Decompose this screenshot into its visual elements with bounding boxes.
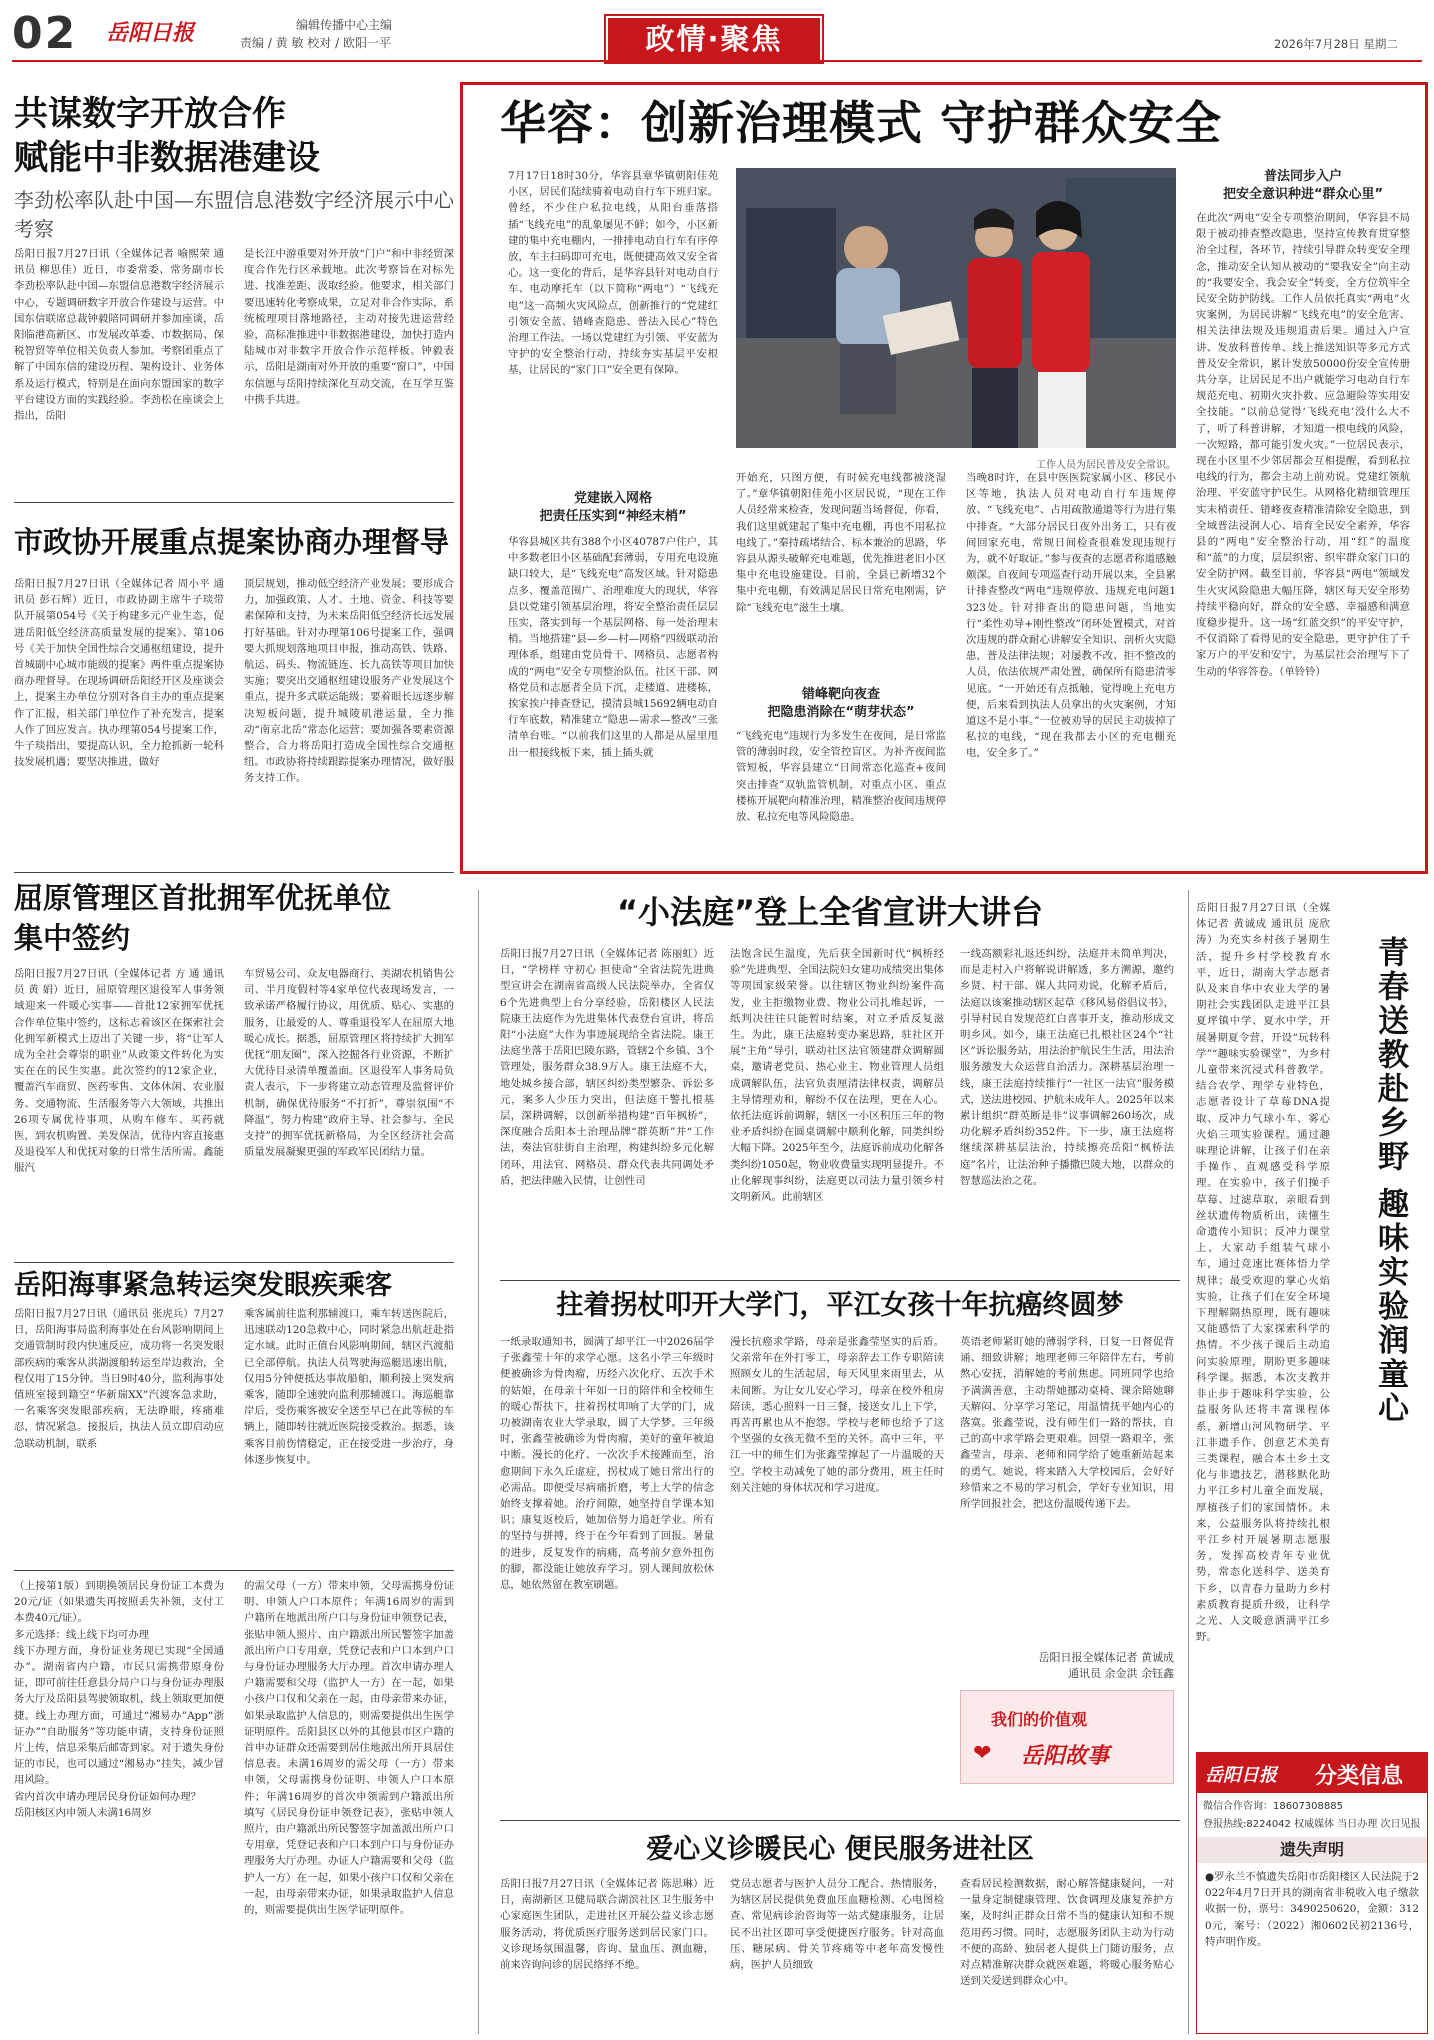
girl-title: 拄着拐杖叩开大学门，平江女孩十年抗癌终圆梦 [556, 1290, 1124, 1321]
science-text: 岳阳日报7月27日讯（全媒体记者 黄诚成 通讯员 庞欣涛）为充实乡村孩子暑期生活，提升乡村学校教育水平，近日，湖南大学志愿者队及来自华中农业大学的暑期社会实践团队走进平江县夏坪镇中学、夏水中学，开展暑期夏令营，开设“玩转科学”“趣味实验课堂”，为乡村儿童带来沉浸式科普教学。结合农学、理学专业特色，志愿者设计了草莓DNA提取、反冲力气球小车、雾心火焰三项实验课程。通过趣味理论讲解，让孩子们在亲手操作、直观感受科学原理。在实验中，孩子们操手草莓、过滤草取，亲眼看到丝状遗传物质析出，读懂生命遗传小知识；反冲力课堂上，大家动手组装气球小车，通过竞速比赛体悟力学规律；最受欢迎的掌心火焰实验，让孩子们在安全环境下理解隔热原理，既有趣味又能感悟了大家探索科学的热情。不少孩子课后主动追问实验原理，期盼更多趣味科学课。据悉，本次支教并非止步于趣味科学实验，公益服务队还将丰富课程体系，新增山河风物研学、平江非遗手作、创意艺术美育三类课程，融合本土乡土文化与非遗技艺，潜移默化助力平江乡村儿童全面发展，厚植孩子们的家国情怀。未来，公益服务队将持续扎根平江乡村开展暑期志愿服务，发挥高校青年专业优势，常态化送科学、送美育下乡，以青春力量助力乡村素质教育提质升级，让科学之光、人文暖意洒满平江乡野。 [1196, 902, 1330, 1644]
girl-col3: 英语老师紧盯她的薄弱学科，日复一日督促背诵、细致讲解；地理老师三年陪伴左右，考前熬心安抚，消解她的考前焦虑。同班同学也给予满满善意，主动帮她挪动桌椅、课余陪她聊天解闷、分享学习笔记，用温情抚平她内心的落寞。张鑫莹说，没有师生们一路的帮扶，自己的高中求学路会更艰难。回望一路艰辛，张鑫莹言，母亲、老师和同学给了她重新站起来的勇气。她说，将来踏入大学校园后，会好好珍惜来之不易的学习机会，学好专业知识，用所学回报社会，把这份温暖传递下去。 [960, 1336, 1174, 1511]
military-title: 屈原管理区首批拥军优抚单位 集中签约 [14, 881, 392, 955]
divider [500, 1820, 1180, 1821]
feature-col2: 开始充，只图方便，有时候充电线都被浇湿了。”章华镇朝阳佳苑小区居民说，“现在工作人员经常来检查，发现问题当场督促，你看，我们这里就建起了集中充电棚，再也不用私拉电线了。”秦持疏堵结合、标本兼治的思路，华容县从源头破解充电难题，优先推进老旧小区集中充电设施建设。目前，全县已新增32个集中充电棚，有效满足居民日常充电刚需，铲除“飞线充电”滋生土壤。 [736, 472, 946, 614]
clinic-col1: 岳阳日报7月27日讯（全媒体记者 陈思琳）近日，南湖新区卫健局联合湖滨社区卫生服务中心家庭医生团队，走进社区开展公益义诊志愿服务活动，将优质医疗服务送到居民家门口。义诊现场氛围温馨，咨询、量血压、测血糖，前来咨询问诊的居民络绎不绝。 [500, 1878, 714, 1972]
feature-title: 华容：创新治理模式 守护群众安全 [500, 96, 1223, 150]
photo-illustration [736, 168, 1176, 448]
header-rule [12, 60, 1422, 62]
proposals-col2: 顶层规划，推动低空经济产业发展；要形成合力，加强政策、人才、土地、资金、科技等要素保障和支持，为未来岳阳低空经济长远发展打好基础。针对办理第106号提案工作，强调要大抓规划落地项目申报，推动高铁、铁路、航运、码头、物流链连、长九高铁等项目加快实施；要突出交通枢纽建设服务产业发展这个重点，提升多式联运能级；要着眼长远逐步解决短板问题，提升城陵矶港运量，全力推动“南京北岳”常态化运营；要加强各要素资源整合，合力将岳阳打造成全国性综合交通枢纽。市政协将持续跟踪提案办理情况，做好服务支持工作。 [244, 578, 454, 785]
maritime-col1: 岳阳日报7月27日讯（通讯员 张虎兵）7月27日，岳阳海事局监利海事处在台风影响期间上交通管制时段内快速反应，成功将一名突发眼部疾病的乘客从洪湖渡船转运至岸边救治，全程仅用了15分钟。当日9时40分，监利海事处值班室接到籍空“华新瑞XX”汽渡客急求助，一名乘客突发眼部疾病，无法睁眼，疼痛难忍，情况紧急。接报后，执法人员立即启动应急联动机制，联系 [14, 1308, 224, 1450]
divider [14, 1570, 454, 1571]
section-title: 政情·聚焦 [645, 22, 783, 56]
continued-col1: （上接第1版）到期换领居民身份证工本费为20元/证（如果遗失再按照丢失补领，支付工本费40元/证）。 多元选择：线上线下均可办理 线下办理方面，身份证业务现已实现“全国通办”。湖南省内户籍，市民只需携带原身份证，即可前往任意县分局户口与身份证办理服务大厅及岳阳县驾驶领取机，线上领取更加便捷。线上办理方面，可通过“湘易办”App“浙证办”“自助服务”等功能申请，支持身份证照片上传，信息采集后邮寄到家。对于遗失身份证的市民，也可以通过“湘易办”挂失，减少冒用风险。 省内首次申请办理居民身份证如何办理？ 岳阳核区内申领人未满16周岁 [14, 1580, 224, 1819]
feature-col3: 当晚8时许，在县中医医院家属小区、移民小区等地，执法人员对电动自行车违规停放、“飞线充电”、占用疏散通道等行为进行集中排查。“大部分居民日夜外出务工，只有夜间回家充电，常规日间检查很难发现违规行为，就不好取证。”参与夜查的志愿者称道感触颇深。自夜间专项巡查行动开展以来，全县累计排查整改“两电”违规停放、违规充电问题1323处。针对排查出的隐患问题，当地实行“柔性劝导+刚性整改”闭环处置模式，对首次违规的群众耐心讲解安全知识、剖析火灾隐患，普及法律法规；对屡教不改、拒不整改的人员，依法依规严肃处置，确保所有隐患清零见底。“一开始还有点抵触，觉得晚上充电方便，后来看到执法人员拿出的火灾案例，才知道这不是小事。”一位被劝导的居民主动拔掉了私拉的电线，“现在我都去小区的充电棚充电，安全多了。” [966, 472, 1176, 760]
classifieds-header [1197, 1753, 1427, 1793]
proposals-col1: 岳阳日报7月27日讯（全媒体记者 周小平 通讯员 彭石辉）近日，市政协副主席牛子琰带队开展第054号《关于构建多元产业生态，促进岳阳低空经济高质量发展的提案》、第106号《关于加快全国性综合交通枢纽建设，提升首城副中心城市能级的提案》两件重点提案协商办理督导。在现场调研岳阳经开区及座谈会上，提案主办单位分别对各自主办的重点提案作了汇报，相关部门单位作了补充发言，提案人作了回应发言。执办理第054号提案工作，牛子琰指出，要提高认识，全力抢抓新一轮科技发展机遇；要坚决推进，做好 [14, 578, 224, 769]
divider [14, 502, 454, 503]
heart-icon: ❤ [973, 1741, 992, 1766]
classifieds-box [1196, 1752, 1428, 2034]
classifieds-contact: 微信合作咨询：18607308885 [1203, 1801, 1343, 1812]
divider [500, 1280, 1180, 1281]
court-col2: 法饱含民生温度，先后获全国新时代“枫桥经验”先进典型、全国法院妇女建功成绩突出集体等项国家级荣誉。以往辖区物业纠纷案件高发，业主拒缴物业费、物业公司扎堆起诉，一纸判决往往只能暂时结案，对立矛盾反复滋生。为此，康王法庭转变办案思路，驻社区开展“主角”导引，联动社区法官领建群众调解圆桌，邀请老党员、热心业主、物业管理人员组成调解队伍，法官负责厘清法律权责，调解员主导情理劝和，解纷不仅在法理，更在人心。依托法庭诉前调解，辖区一小区积压三年的物业矛盾纠纷在圆桌调解中顺利化解，同类纠纷大幅下降。2025年至今，法庭诉前成功化解各类纠纷1050起，物业收费量实现明显提升。不止化解现事纠纷，法庭更以司法力量引领乡村文明新风。此前辖区 [730, 948, 944, 1204]
classifieds-address: 登报热线:8224042 权威媒体 当日办理 次日见报 [1203, 1819, 1421, 1830]
classifieds-logo: 岳阳日报 [1205, 1765, 1277, 1786]
cooperation-subtitle: 李劲松率队赴中国—东盟信息港数字经济展示中心考察 [14, 188, 454, 241]
maritime-title: 岳阳海事紧急转运突发眼疾乘客 [14, 1270, 392, 1301]
military-col2: 车贸易公司、众友电器商行、美湖农机销售公司、半月度假村等4家单位代表现场发言，一致承诺严格履行协议，用优质、贴心、实惠的服务，让最爱的人、尊重退役军人在屈原大地暖心成长。据悉，屈原管理区将持续扩大拥军优抚“朋友圈”，深入挖掘各行业资源，不断扩大优待目录清单覆盖面。区退役军人事务局负责人表示，下一步将建立动态管理及监督评价机制，确保优待服务“不打折”，尊崇氛围“不降温”，努力构建“政府主导、社会参与、全民支持”的拥军优抚新格局，为全区经济社会高质量发展凝聚更强的军政军民团结力量。 [244, 968, 454, 1159]
notice-text: ●罗永兰不慎遗失岳阳市岳阳楼区人民法院于2022年4月7日开具的湖南省非税收入电子缴款收据一份，票号：3490250620，金额：3120元，案号：（2022）湘0602民初2136号，特声明作废。 [1205, 1871, 1419, 1948]
girl-col2: 漫长抗癌求学路，母亲是张鑫莹坚实的后盾。父亲常年在外打零工，母亲辞去工作专职陪读照顾女儿的生活起居，每天风里来雨里去，从未间断。为让女儿安心学习，母亲在校外租房陪读，悉心照料一日三餐，接送女儿上下学，再苦再累也从不抱怨。学校与老师也给予了这个坚强的女孩无微不至的关怀。高中三年，平江一中的师生们为张鑫莹撑起了一片温暖的天空。学校主动减免了她的部分费用，班主任时刻关注她的身体状况和学习进度。 [730, 1336, 944, 1494]
column-rule [478, 890, 479, 2034]
divider [14, 872, 454, 873]
feature-subhead-2: 错峰靶向夜查 把隐患消除在“萌芽状态” [767, 687, 915, 720]
classifieds-title: 分类信息 [1315, 1764, 1404, 1789]
divider [14, 1262, 454, 1263]
editor-line2: 责编 / 黄 敏 校对 / 欧阳一平 [240, 36, 391, 50]
maritime-col2: 乘客属前往监利那辅渡口，乘车转送医院后，迅速联动120急救中心，同时紧急出航赶赴指定水域。此时正值台风影响期间，辖区汽渡船已全部停航。执法人员驾驶海巡艇迅速出航，仅用5分钟便抵达事故船舶，顺利接上突发病乘客，随即全速驶向监利那辅渡口。海巡艇靠岸后，受伤乘客被安全送至早已在此等候的车辆上，随即转往就近医院接受救治。据悉，该乘客目前伤情稳定，正在接受进一步治疗，身体逐步恢复中。 [244, 1308, 454, 1466]
paper-name: 岳阳日报 [106, 20, 195, 46]
editor-line1: 编辑传播中心主编 [296, 18, 393, 32]
clinic-col2: 党员志愿者与医护人员分工配合、热情服务，为辖区居民提供免费血压血糖检测、心电图检查、常见病诊治咨询等一站式健康服务，让居民不出社区即可享受便捷医疗服务。针对高血压、糖尿病、骨关节疼痛等中老年高发慢性病，医护人员细致 [730, 1878, 944, 1972]
feature-photo [736, 168, 1176, 448]
proposals-title: 市政协开展重点提案协商办理督导 [14, 525, 450, 559]
girl-reporter: 岳阳日报全媒体记者 黄诚成 通讯员 余金洪 余钰鑫 [1038, 1651, 1174, 1680]
feature-subhead-3: 普法同步入户 把安全意识种进“群众心里” [1222, 169, 1384, 202]
girl-col1: 一纸录取通知书，圆满了却平江一中2026届学子张鑫莹十年的求学心愿。这名小学三年级时便被确诊为骨肉瘤，历经六次化疗、五次手术的姑娘，在母亲十年如一日的陪伴和全校师生的暖心帮扶下，拄着拐杖叩响了大学的门，成功被湖南农业大学录取，圆了大学梦。三年级时，张鑫莹被确诊为骨肉瘤，美好的童年被迫中断。漫长的化疗、一次次手术接踵而至，治愈期间下永久丘虚症，拐杖成了她日常出行的必需品。即便受尽病痛折磨，考上大学的信念始终支撑着她。治疗间隙，她坚持自学课本知识；康复返校后，她加倍努力追赶学业。所有的坚持与拼搏，终于在今年看到了回报。暑量的进步，反复发作的病痛，高考前夕意外扭伤的脚，都没能让她放弃学习。别人课间放松休息，她依然留在教室刷题。 [500, 1336, 714, 1592]
feature-col1b: 华容县城区共有388个小区40787户住户，其中多数老旧小区基础配套薄弱，专用充电设施缺口较大，是“飞线充电”高发区域。针对隐患点多、覆盖范围广、治理难度大的现状，华容县以党建引领基层治理，将安全整治责任层层压实，落实到每一个基层网格、每一处治理末梢。当地搭建“县—乡—村—网格”四级联动治理体系，组建由党员骨干、网格员、志愿者构成的“两电”安全专项整治队伍。社区干部、网格党员和志愿者全员下沉，走楼道、进楼栋，挨家挨户排查登记，摸清县城15692辆电动自行车底数，精准建立“隐患—需求—整改”三张清单台账。“以前我们这里的人都是从屋里甩出一根接线板下来，插上插头就 [508, 536, 718, 759]
cooperation-col2: 是长江中游重要对外开放“门户”和中非经贸深度合作先行区承载地。此次考察旨在对标先进、找准差距、汲取经验。他要求，相关部门要迅速转化考察成果，立足对非合作实际，系统梳理项目落地路径，主动对接先进运营经验，高标准推进中非数据港建设，加快打造内陆城市对非数字开放合作示范样板。钟毅表示，岳阳是湖南对外开放的重要“窗口”，中国东信愿与岳阳持续深化互动交流，在互学互鉴中携手共进。 [244, 248, 454, 406]
court-col3: 一线高额彩礼返还纠纷，法庭并未简单判决，而是走村入户将解说讲解透，多方溯源，邀约乡贤、村干部、媒人共同劝说，化解矛盾后，法庭以该案推动辖区起草《移风易俗倡议书》，引导村民自发规范红白喜事开支，推动形成文明乡风。如今，康王法庭已扎根社区24个“社区”诉讼服务站，用法治护航民生生活，用法治服务激发大众运营自治活力。深耕基层治理一线，康王法庭持续推行“一社区一法官”服务模式，送法进校园、护航未成年人。2025年以来累计组织“群英断是非”议事调解260场次，成功化解矛盾纠纷352件。下一步，康王法庭将继续深耕基层法治，持续擦亮岳阳“枫桥法庭”名片，让法治种子播撒巴陵大地，以群众的智慧巡法治之花。 [960, 948, 1174, 1187]
stamp-sub: 岳阳故事 [1021, 1743, 1110, 1769]
feature-col4: 在此次“两电”安全专项整治期间，华容县不局限于被动排查整改隐患，坚持宣传教育贯穿整治全过程，各环节，持续引导群众转变安全理念，推动安全认知从被动的“要我安全”向主动的“我要安全、我会安全”转变，全方位筑牢全民安全防护防线。工作人员依托真实“两电”火灾案例，为居民讲解“飞线充电”的安全危害、相关法律法规及违规追责后果。通过入户宣讲、发放科普传单、线上推送知识等多元方式普及安全常识，累计发放50000份安全宣传册共分享，让居民足不出户就能学习电动自行车规范充电、初期火灾扑救、应急避险等实用安全技能。“以前总觉得‘飞线充电’没什么大不了，听了科普讲解，才知道一根电线的风险，一次短路，都可能引发火灾。”一位居民表示，现在小区里不少邻居都会互相提醒，看到私拉电线的行为，都会主动上前劝说。党建红领航治理、平安蓝守护民生。从网格化精细管理压实末梢责任、错峰夜查精准清除安全隐患，到全域普法浸润人心、培育全民安全素养，华容县的“两电”安全整治行动，用“红”的温度和“蓝”的力度，层层织密、织牢群众家门口的安全防护网。截至目前，华容县“两电”领域发生火灾风险隐患大幅压降，辖区每天安全形势持续平稳向好，群众的安全感、幸福感和满意度稳步提升。这一场“红蓝交织”的平安守护，不仅消除了看得见的安全隐患，更守护住了千家万户的平安和安宁，为基层社会治理写下了生动的华容答卷。（单铃铃） [1196, 212, 1410, 678]
military-col1: 岳阳日报7月27日讯（全媒体记者 方 通 通讯员 黄 娟）近日，屈原管理区退役军人事务领域迎来一件暖心实事——首批12家拥军优抚合作单位集中签约，这标志着该区在探索社会化拥军新模式上迈出了关键一步，将“让军人成为全社会尊崇的职业”从政策文件转化为实实在在的民生实惠。此次签约的12家企业，覆盖汽车商贸、医药零售、文体休闲、农业服务、交通物流、生活服务等六大领域，共推出26项专属优待事项，从购车修车、买药就医，到农机购置、美发保洁，优待内容直接惠及退役军人和优抚对象的日常生活所需。鑫能服汽 [14, 968, 224, 1175]
section-badge [606, 16, 822, 62]
feature-col1: 7月17日18时30分，华容县章华镇朝阳佳苑小区，居民们陆续骑着电动自行车下班归家。曾经，不少住户私拉电线，从阳台垂落搭插“飞线充电”的乱象屡见不鲜；如今，小区新建的集中充电棚内，一排排电动自行车有序停放，车主扫码即可充电，既便捷高效又安全省心。这一变化的背后，是华容县针对电动自行车、电动摩托车（以下简称“两电”）“飞线充电”这一高频火灾风险点，创新推行的“党建红引领安全蓝、错峰查隐患、普法入民心”特色治理工作法。一场以党建红为引领、平安蓝为守护的安全整治行动，持续夯实基层平安根基，让居民的“家门口”安全更有保障。 [508, 170, 718, 377]
notice-title: 遗失声明 [1197, 1837, 1427, 1863]
stamp-label: 我们的价值观 [991, 1710, 1088, 1729]
feature-col2b: “飞线充电”违规行为多发生在夜间，是日常监管的薄弱时段，安全管控盲区。为补齐夜间监管短板，华容县建立“日间常态化巡查+夜间突击排查”双轨监管机制，对重点小区、重点楼栋开展靶向精准治理，精准整治夜间违规停放、私拉充电等风险隐患。 [736, 730, 946, 824]
continued-col2: 的需父母（一方）带来申领，父母需携身份证明、申领人户口本原件；年满16周岁的需到户籍所在地派出所户口与身份证申领登记表，张贴申领人照片、由户籍派出所民警签字加盖派出所户口专用章，凭登记表和户口本到户口与身份证办理服务大厅办理。首次申请办理人户籍需要和父母（监护人一方）在一起，如果小孩户口仅和父亲在一起，由母亲带来办证，如果录取监护人信息的，则需要提供出生医学证明原件。岳阳县区以外的其他县市区户籍的首申办证群众还需要到居住地派出所开具居住信息表。未满16周岁的需父母（一方）带来申领，父母需携身份证明、申领人户口本原件；年满16周岁的首次申领需到户籍派出所填写《居民身份证申领登记表》，张贴申领人照片，由户籍派出所民警签字加盖派出所户口专用章，凭登记表和户口本到户口与身份证办理服务大厅办理。办证人户籍需要和父母（监护人一方）在一起，如果小孩户口仅和父亲在一起，由母亲带来办证，如果录取监护人信息的，则需要提供出生医学证明原件。 [244, 1580, 454, 1917]
issue-date: 2026年7月28日 星期二 [1274, 37, 1398, 51]
science-vertical-title: 青春送教赴乡野 趣味实验润童心 [1372, 936, 1408, 1426]
page-number: 02 [12, 8, 78, 59]
clinic-col3: 查看居民检测数据，耐心解答健康疑问，一对一量身定制健康管理、饮食调理及康复养护方案，及时纠正群众日常不当的健康认知和不规范用药习惯。同时，志愿服务团队主动为行动不便的高龄、独居老人提供上门随访服务，点对点精准解决群众就医难题，将暖心服务贴心送到关爱送到群众心中。 [960, 1878, 1174, 1988]
court-title: “小法庭”登上全省宣讲大讲台 [616, 893, 1044, 931]
values-stamp [960, 1690, 1174, 1784]
clinic-title: 爱心义诊暖民心 便民服务进社区 [646, 1834, 1034, 1865]
photo-caption: 工作人员为居民普及安全常识。 [1036, 460, 1176, 471]
court-col1: 岳阳日报7月27日讯（全媒体记者 陈丽虹）近日，“学榜样 守初心 担使命”全省法院先进典型宣讲会在湖南省高级人民法院举办，全省仅6个先进典型上台分享经验，岳阳楼区人民法院康王法庭作为先进集体代表登台宣讲，将岳阳“小法庭”大作为事迹展现给全省法院。康王法庭坐落于岳阳巴陵东路，管辖2个乡镇、3个管理处，服务群众38.9万人。康王法庭不大，地处城乡接合部，辖区纠纷类型繁杂、诉讼多元，案多人少压力突出，但法庭干警扎根基层，深耕调解，以创新举措构建“百年枫桥”，深度融合岳阳本土治理品牌“群英断”并“工作法，奏法官驻街自主治理，构建纠纷多元化解闭环，用法官、网格员、群众代表共同调处矛盾，把法律融入民情，让创性司 [500, 948, 714, 1187]
column-rule [1188, 890, 1189, 2034]
cooperation-title: 共谋数字开放合作 赋能中非数据港建设 [14, 94, 320, 178]
cooperation-col1: 岳阳日报7月27日讯（全媒体记者 喻熙荣 通讯员 柳思佳）近日，市委常委、常务副市长李劲松率队赴中国—东盟信息港数字经济展示中心，专题调研数字开放合作建设与运营。中国东信联席总裁钟毅陪同调研并参加座谈，岳阳临港高新区、市发展改革委、市数据局、保税智贸等单位相关负责人参加。考察团重点了解了中国东信的建设历程、架构设计、业务体系及运行模式，特别是在面向东盟国家的数字平台建设方面的实践经验。李劲松在座谈会上指出，岳阳 [14, 248, 224, 423]
feature-subhead-1: 党建嵌入网格 把责任压实到“神经末梢” [539, 491, 687, 524]
